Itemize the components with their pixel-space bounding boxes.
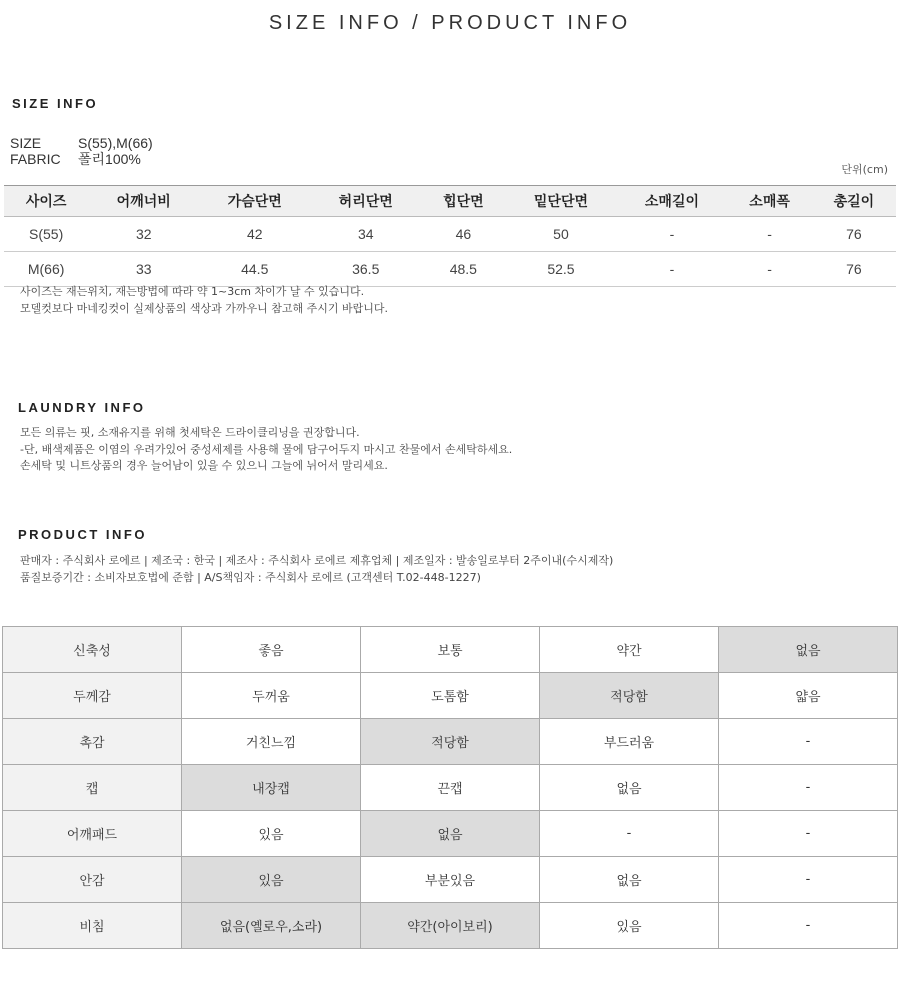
size-cell: 33 — [88, 252, 199, 287]
attribute-option: 적당함 — [361, 719, 540, 765]
size-column-header: 총길이 — [812, 186, 896, 217]
attribute-option: 있음 — [182, 857, 361, 903]
attribute-label: 비침 — [3, 903, 182, 949]
size-cell: 42 — [199, 217, 310, 252]
attribute-label: 안감 — [3, 857, 182, 903]
attribute-option: 좋음 — [182, 627, 361, 673]
attribute-option: 약간(아이보리) — [361, 903, 540, 949]
size-note: 모델컷보다 마네킹컷이 실제상품의 색상과 가까우니 참고해 주시기 바랍니다. — [20, 301, 389, 315]
size-info-heading: SIZE INFO — [12, 96, 99, 111]
attribute-label: 어깨패드 — [3, 811, 182, 857]
size-cell: 48.5 — [421, 252, 505, 287]
attribute-option: 있음 — [182, 811, 361, 857]
size-cell: 46 — [421, 217, 505, 252]
product-note: 판매자 : 주식회사 로에르 | 제조국 : 한국 | 제조사 : 주식회사 로에르 제휴업체 | 제조일자 : 발송일로부터 2주이내(수시제작) — [20, 554, 614, 567]
size-label: SIZE — [10, 135, 42, 151]
unit-label: 단위(cm) — [841, 163, 888, 176]
product-info-heading: PRODUCT INFO — [18, 527, 147, 542]
size-column-header: 허리단면 — [310, 186, 421, 217]
attribute-row — [3, 627, 898, 673]
size-column-header: 소매길이 — [616, 186, 727, 217]
attribute-option: 부분있음 — [361, 857, 540, 903]
attribute-option: 적당함 — [540, 673, 719, 719]
size-cell: M(66) — [4, 252, 88, 287]
size-column-header: 밑단단면 — [505, 186, 616, 217]
attribute-row — [3, 719, 898, 765]
size-cell: - — [616, 252, 727, 287]
size-cell: 76 — [812, 252, 896, 287]
size-cell: 36.5 — [310, 252, 421, 287]
size-column-header: 힙단면 — [421, 186, 505, 217]
attribute-label: 캡 — [3, 765, 182, 811]
attribute-row — [3, 857, 898, 903]
attribute-option: - — [719, 903, 898, 949]
table-row — [4, 252, 896, 287]
attribute-option: - — [719, 765, 898, 811]
product-notes — [20, 553, 613, 586]
attribute-row — [3, 811, 898, 857]
attribute-row — [3, 903, 898, 949]
size-cell: - — [727, 252, 811, 287]
attribute-table — [2, 626, 898, 949]
size-notes — [20, 284, 388, 317]
attribute-option: - — [719, 719, 898, 765]
attribute-row — [3, 673, 898, 719]
attribute-label: 촉감 — [3, 719, 182, 765]
table-row — [4, 217, 896, 252]
product-note: 품질보증기간 : 소비자보호법에 준함 | A/S책임자 : 주식회사 로에르 (고객센터 T.02-448-1227) — [20, 570, 481, 584]
attribute-option: 내장캡 — [182, 765, 361, 811]
laundry-info-heading: LAUNDRY INFO — [18, 400, 146, 415]
size-column-header: 사이즈 — [4, 186, 88, 217]
size-cell: - — [727, 217, 811, 252]
attribute-option: 도톰함 — [361, 673, 540, 719]
size-cell: 76 — [812, 217, 896, 252]
laundry-note: 손세탁 및 니트상품의 경우 늘어남이 있을 수 있으니 그늘에 뉘어서 말리세요. — [20, 459, 388, 472]
attribute-row — [3, 765, 898, 811]
attribute-option: 보통 — [361, 627, 540, 673]
size-table-body — [4, 217, 896, 287]
size-line — [10, 135, 153, 151]
attribute-label: 두께감 — [3, 673, 182, 719]
attribute-option: 없음 — [540, 857, 719, 903]
attribute-option: 약간 — [540, 627, 719, 673]
attribute-option: - — [719, 811, 898, 857]
attribute-option: 없음 — [361, 811, 540, 857]
size-column-header: 소매폭 — [727, 186, 811, 217]
attribute-option: 두꺼움 — [182, 673, 361, 719]
fabric-label: FABRIC — [10, 151, 61, 167]
attribute-option: 끈캡 — [361, 765, 540, 811]
size-column-header: 어깨너비 — [88, 186, 199, 217]
laundry-note: 모든 의류는 핏, 소재유지를 위해 첫세탁은 드라이클리닝을 권장합니다. — [20, 426, 360, 439]
attribute-option: - — [540, 811, 719, 857]
size-meta — [10, 135, 153, 167]
size-table-header — [4, 186, 896, 217]
laundry-note: -단, 배색제품은 이염의 우려가있어 중성세제를 사용해 물에 담구어두지 마시고 찬물에서 손세탁하세요. — [20, 442, 513, 456]
attribute-option: - — [719, 857, 898, 903]
fabric-value: 폴리100% — [78, 151, 141, 167]
size-cell: 52.5 — [505, 252, 616, 287]
attribute-table-body — [3, 627, 898, 949]
size-note: 사이즈는 재는위치, 재는방법에 따라 약 1~3cm 차이가 날 수 있습니다. — [20, 285, 365, 298]
attribute-option: 얇음 — [719, 673, 898, 719]
attribute-option: 없음 — [719, 627, 898, 673]
size-cell: 50 — [505, 217, 616, 252]
size-cell: S(55) — [4, 217, 88, 252]
size-cell: - — [616, 217, 727, 252]
attribute-option: 있음 — [540, 903, 719, 949]
fabric-line — [10, 151, 153, 167]
size-column-header: 가슴단면 — [199, 186, 310, 217]
laundry-notes — [20, 425, 512, 475]
attribute-option: 거친느낌 — [182, 719, 361, 765]
page-title: SIZE INFO / PRODUCT INFO — [268, 12, 632, 34]
attribute-label: 신축성 — [3, 627, 182, 673]
attribute-option: 없음(옐로우,소라) — [182, 903, 361, 949]
size-cell: 34 — [310, 217, 421, 252]
attribute-option: 부드러움 — [540, 719, 719, 765]
size-value: S(55),M(66) — [78, 135, 153, 151]
size-cell: 32 — [88, 217, 199, 252]
size-cell: 44.5 — [199, 252, 310, 287]
attribute-option: 없음 — [540, 765, 719, 811]
size-table — [4, 185, 896, 287]
